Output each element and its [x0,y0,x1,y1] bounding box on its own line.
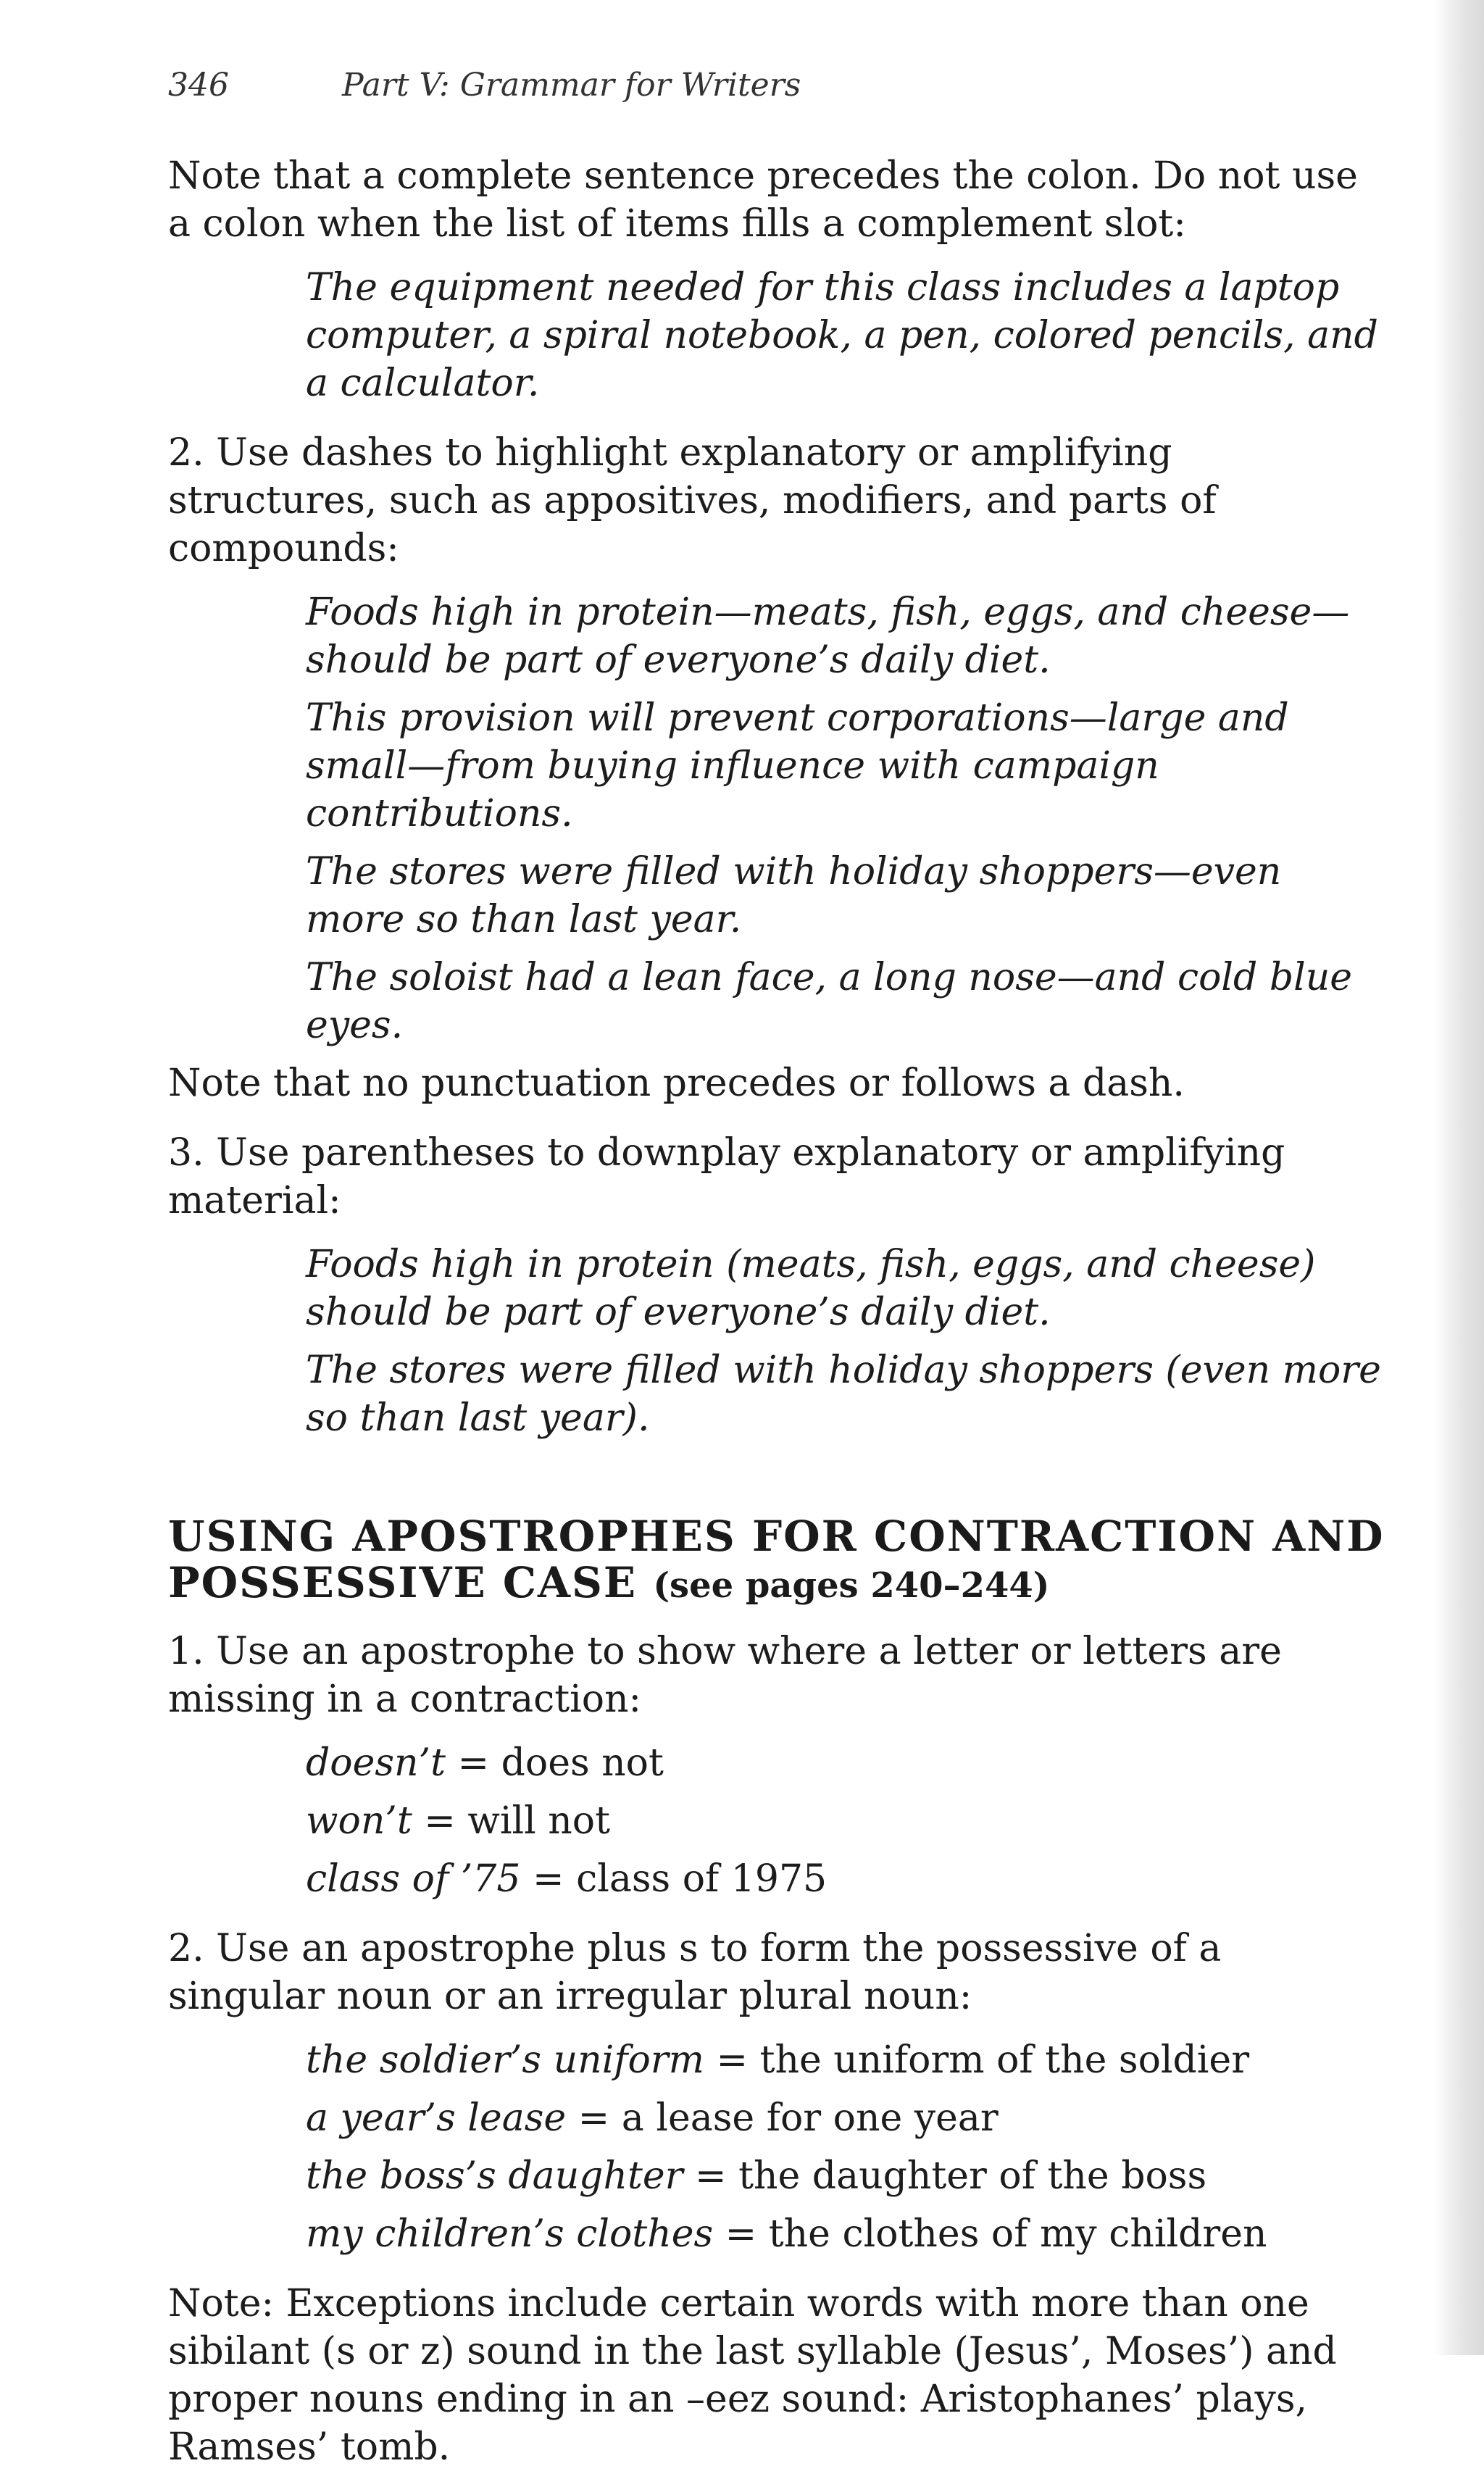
contraction-example [168,1797,1385,1845]
possessive-rule: 2. Use an apostrophe plus s to form the possessive of a singular noun or an irregular plural noun: [168,1927,1222,2018]
example-meaning: = a lease for one year [566,2096,999,2140]
section-heading [168,1513,1385,1609]
possessive-example [168,2094,1385,2142]
parentheses-example-1: Foods high in protein (meats, fish, eggs, and cheese) should be part of everyone’s daily diet. [306,1243,1316,1334]
dashes-example-3: The stores were filled with holiday shoppers—even more so than last year. [306,850,1282,941]
possessive-note: Note: Exceptions include certain words with more than one sibilant (s or z) sound in the last syllable (Jesus’, Moses’) and proper nouns ending in an –eez sound: Aristophanes’ plays, Ramses’ tomb. [168,2282,1337,2469]
example-term: my children’s clothes [306,2212,714,2256]
page-number: 346 [168,67,229,104]
contraction-rule: 1. Use an apostrophe to show where a letter or letters are missing in a contraction: [168,1630,1282,1721]
page-edge-shadow [1433,0,1484,2355]
example-term: class of ’75 [306,1857,521,1901]
example-meaning: = the daughter of the boss [683,2154,1207,2198]
example-term: won’t [306,1799,412,1843]
running-title: Part V: Grammar for Writers [342,67,801,104]
dashes-example-4: The soloist had a lean face, a long nose—and cold blue eyes. [306,956,1353,1047]
example-meaning: = the clothes of my children [713,2212,1267,2256]
example-meaning: = does not [445,1741,664,1785]
example-meaning: = class of 1975 [520,1857,828,1901]
colon-note: Note that a complete sentence precedes the colon. Do not use a colon when the list of items fills a complement slot: [168,154,1358,246]
example-term: the soldier’s uniform [306,2038,704,2082]
dashes-note: Note that no punctuation precedes or follows a dash. [168,1062,1185,1105]
colon-example: The equipment needed for this class includes a laptop computer, a spiral notebook, a pen, colored pencils, and a calculator. [306,266,1378,405]
dashes-example-1: Foods high in protein—meats, fish, eggs, and cheese—should be part of everyone’s daily diet. [306,591,1350,682]
possessive-example [168,2152,1385,2200]
section-page-ref: (see pages 240–244) [653,1565,1050,1606]
example-term: doesn’t [306,1741,446,1785]
example-meaning: = will not [412,1799,610,1843]
dashes-rule: 2. Use dashes to highlight explanatory or amplifying structures, such as appositives, modifiers, and parts of compounds: [168,431,1217,570]
possessive-example [168,2210,1385,2258]
example-meaning: = the uniform of the soldier [704,2038,1250,2082]
running-header [168,67,801,104]
possessive-example [168,2036,1385,2084]
section-title: USING APOSTROPHES FOR CONTRACTION AND POSSESSIVE CASE [168,1512,1385,1607]
contraction-example [168,1855,1385,1903]
parentheses-example-2: The stores were filled with holiday shoppers (even more so than last year). [306,1349,1381,1440]
example-term: the boss’s daughter [306,2154,683,2198]
dashes-example-2: This provision will prevent corporations—large and small—from buying influence with campaign contributions. [306,696,1289,836]
page-body [168,152,1385,2487]
contraction-example [168,1739,1385,1787]
parentheses-rule: 3. Use parentheses to downplay explanatory or amplifying material: [168,1131,1285,1222]
example-term: a year’s lease [306,2096,567,2140]
